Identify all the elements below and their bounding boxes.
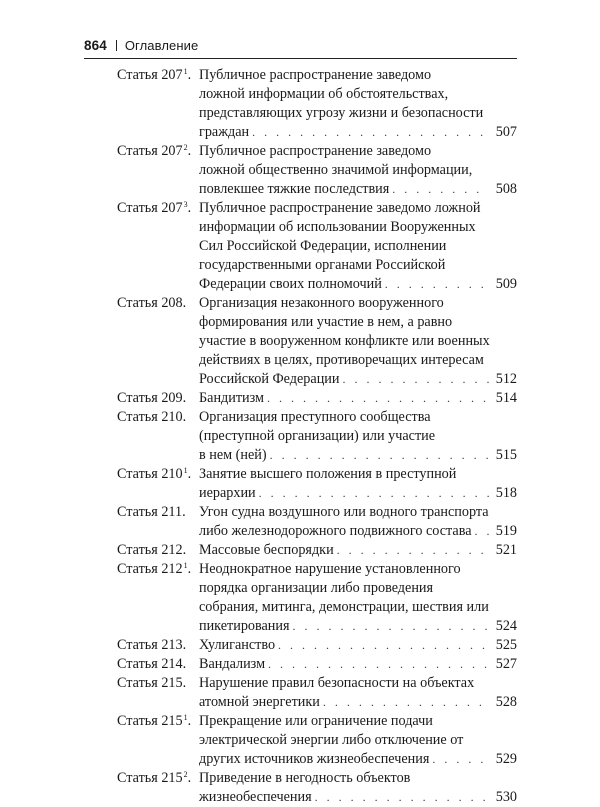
title-line: Федерации своих полномочий [199,276,382,292]
toc-entry [117,712,517,769]
article-period: . [187,713,192,729]
title-line: Российской Федерации [199,371,340,387]
title-line: либо железнодорожного подвижного состава [199,523,472,539]
page-ref: 529 [495,751,517,767]
article-period: . [187,561,192,577]
title-line: иерархии [199,485,256,501]
toc-entry [117,541,517,560]
article-period: . [187,200,192,216]
article-number: Статья 213. [117,637,187,653]
article-period: . [187,770,192,786]
toc-entry [117,389,517,408]
title-last-line [199,693,517,712]
article-title [199,503,517,541]
article-title [199,674,517,712]
article-superscript: 1 [183,466,188,475]
title-line: Хулиганство [199,637,276,653]
title-line: Неоднократное нарушение установленного [199,561,461,577]
title-line: ложной информации об обстоятельствах, [199,86,449,102]
running-header [84,38,198,53]
page-ref: 524 [495,618,517,634]
article-superscript: 1 [183,561,188,570]
article-title [199,66,517,142]
title-line: Прекращение или ограничение подачи [199,713,433,729]
article-title [199,769,517,807]
title-line: порядка организации либо проведения [199,580,434,596]
article-superscript: 2 [183,143,188,152]
article-period: . [187,143,192,159]
page-ref: 527 [495,656,517,672]
dot-leader [270,446,489,465]
title-line: Публичное распространение заведомо [199,143,432,159]
title-line: Вандализм [199,656,266,672]
dot-leader [337,541,489,560]
toc-entry [117,199,517,294]
header-separator [116,40,117,51]
article-label [117,541,186,560]
title-last-line [199,655,517,674]
article-title [199,389,517,408]
title-line: Приведение в негодность объектов [199,770,411,786]
title-line: граждан [199,124,250,140]
toc-entry [117,636,517,655]
article-label [117,465,191,484]
article-label [117,655,186,674]
article-title [199,560,517,636]
title-line: Угон судна воздушного или водного транспорта [199,504,489,520]
toc-entry [117,66,517,142]
toc-entry [117,503,517,541]
article-title [199,636,517,655]
title-line: государственными органами Российской [199,257,446,273]
article-title [199,712,517,769]
article-number: Статья 215. [117,675,187,691]
article-number: Статья 215 [117,713,183,729]
title-last-line [199,389,517,408]
article-period: . [187,67,192,83]
page-ref: 519 [495,523,517,539]
title-line: действиях в целях, противоречащих интересам [199,352,484,368]
title-line: Публичное распространение заведомо [199,67,432,83]
article-label [117,66,191,85]
title-line: Организация преступного сообщества [199,409,431,425]
toc-entry [117,655,517,674]
title-line: Организация незаконного вооруженного [199,295,444,311]
title-line: Публичное распространение заведомо ложной [199,200,481,216]
article-number: Статья 212. [117,542,187,558]
title-last-line [199,370,517,389]
dot-leader [278,636,489,655]
dot-leader [323,693,489,712]
title-line: повлекшее тяжкие последствия [199,181,390,197]
title-line: Занятие высшего положения в преступной [199,466,457,482]
title-line: Сил Российской Федерации, исполнении [199,238,447,254]
article-number: Статья 212 [117,561,183,577]
dot-leader [252,123,489,142]
article-label [117,712,191,731]
toc-entry [117,465,517,503]
title-last-line [199,617,517,636]
table-of-contents [117,66,517,807]
article-number: Статья 207 [117,143,183,159]
article-label [117,560,191,579]
title-last-line [199,750,517,769]
article-label [117,674,186,693]
title-line: электрической энергии либо отключение от [199,732,464,748]
title-last-line [199,123,517,142]
article-number: Статья 207 [117,200,183,216]
article-superscript: 1 [183,713,188,722]
dot-leader [432,750,489,769]
toc-entry [117,408,517,465]
article-title [199,408,517,465]
article-number: Статья 208. [117,295,187,311]
dot-leader [268,655,489,674]
page-number: 864 [84,38,107,53]
toc-entry [117,294,517,389]
article-number: Статья 207 [117,67,183,83]
article-label [117,199,191,218]
dot-leader [267,389,489,408]
dot-leader [385,275,489,294]
page-ref: 515 [495,447,517,463]
page-ref: 507 [495,124,517,140]
title-line: собрания, митинга, демонстрации, шествия или [199,599,489,615]
article-number: Статья 210. [117,409,187,425]
dot-leader [475,522,489,541]
title-line: атомной энергетики [199,694,320,710]
page-ref: 512 [495,371,517,387]
title-last-line [199,446,517,465]
title-line: участие в вооруженном конфликте или военных [199,333,490,349]
title-line: представляющих угрозу жизни и безопасности [199,105,484,121]
title-line: других источников жизнеобеспечения [199,751,430,767]
title-last-line [199,180,517,199]
article-label [117,389,186,408]
dot-leader [293,617,489,636]
page-ref: 530 [495,789,517,805]
article-number: Статья 211. [117,504,186,520]
title-line: Массовые беспорядки [199,542,334,558]
article-label [117,294,186,313]
dot-leader [342,370,489,389]
page-ref: 518 [495,485,517,501]
header-rule [84,58,517,59]
title-line: Нарушение правил безопасности на объектах [199,675,475,691]
article-number: Статья 214. [117,656,187,672]
article-label [117,636,186,655]
title-last-line [199,541,517,560]
title-line: Бандитизм [199,390,265,406]
section-title: Оглавление [124,38,199,53]
page-ref: 521 [495,542,517,558]
page-ref: 528 [495,694,517,710]
article-title [199,541,517,560]
article-title [199,655,517,674]
title-last-line [199,484,517,503]
article-title [199,199,517,294]
title-last-line [199,788,517,807]
title-line: формирования или участие в нем, а равно [199,314,453,330]
title-line: пикетирования [199,618,290,634]
title-last-line [199,275,517,294]
page-ref: 509 [495,276,517,292]
title-line: жизнеобеспечения [199,789,312,805]
dot-leader [315,788,489,807]
article-title [199,142,517,199]
title-last-line [199,636,517,655]
article-number: Статья 209. [117,390,187,406]
dot-leader [259,484,489,503]
toc-entry [117,674,517,712]
page-ref: 514 [495,390,517,406]
article-superscript: 2 [183,770,188,779]
title-line: информации об использовании Вооруженных [199,219,476,235]
article-superscript: 3 [183,200,188,209]
article-number: Статья 210 [117,466,183,482]
article-superscript: 1 [183,67,188,76]
page-ref: 525 [495,637,517,653]
article-label [117,503,186,522]
title-line: в нем (ней) [199,447,267,463]
toc-entry [117,142,517,199]
article-period: . [187,466,192,482]
title-line: (преступной организации) или участие [199,428,436,444]
article-label [117,769,191,788]
article-label [117,408,186,427]
article-title [199,465,517,503]
page-ref: 508 [495,181,517,197]
article-title [199,294,517,389]
toc-entry [117,560,517,636]
toc-entry [117,769,517,807]
title-line: ложной общественно значимой информации, [199,162,473,178]
dot-leader [392,180,489,199]
article-number: Статья 215 [117,770,183,786]
title-last-line [199,522,517,541]
article-label [117,142,191,161]
